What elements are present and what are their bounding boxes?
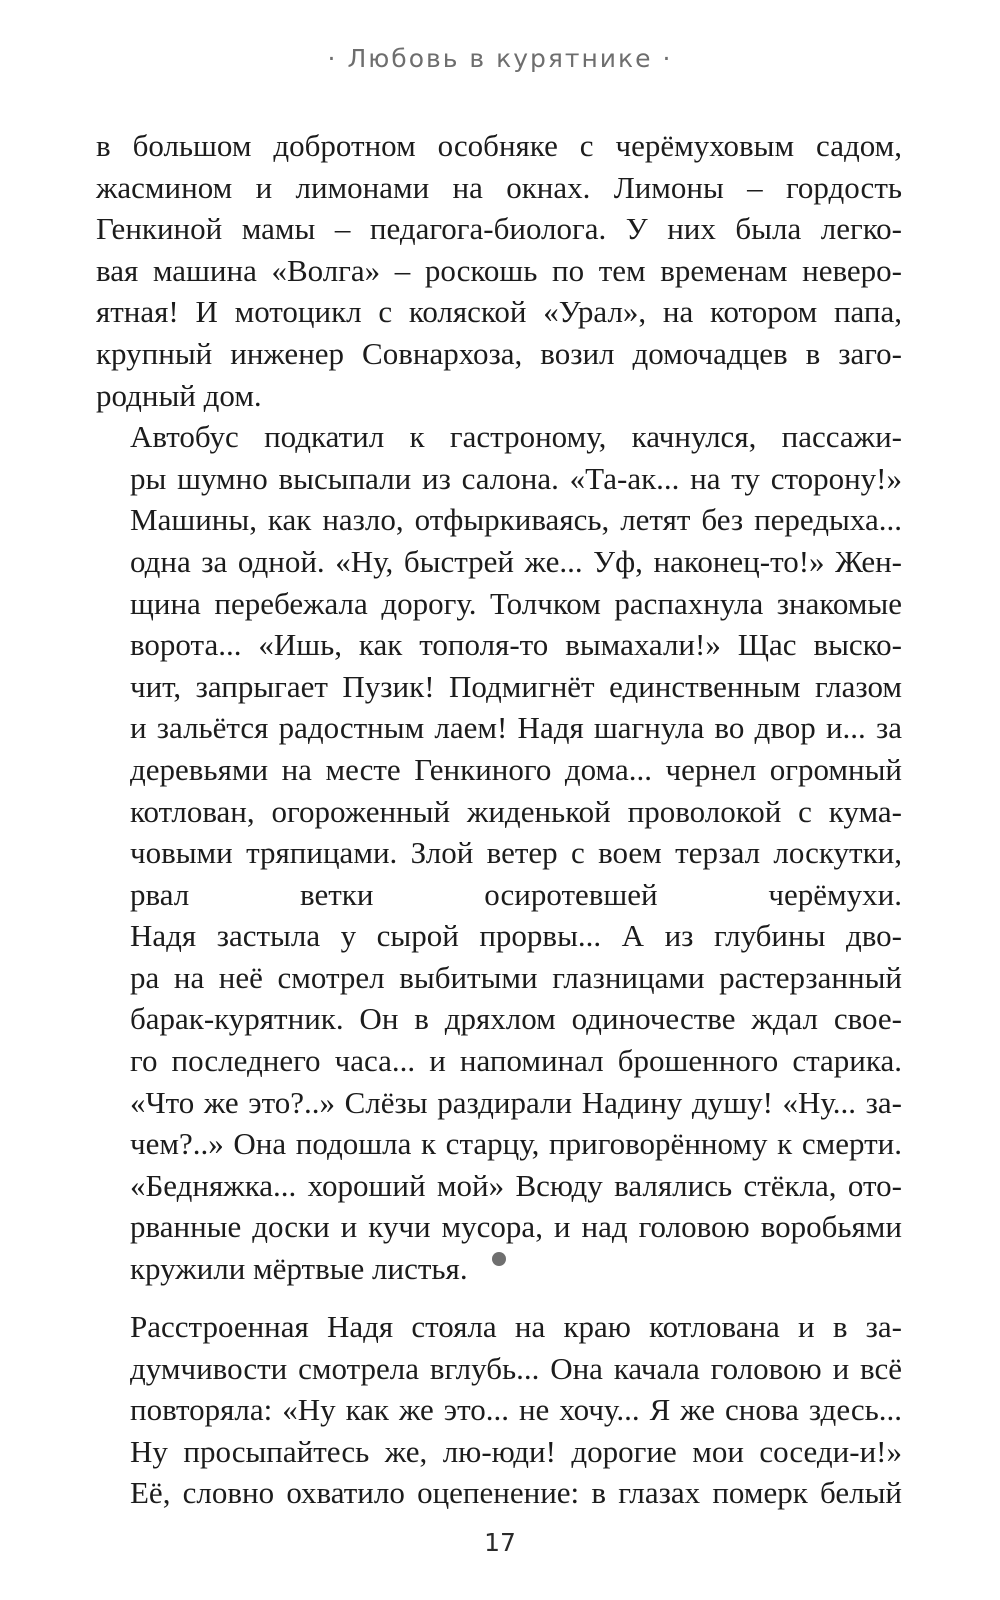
text-line: Генкиной мамы – педагога-биолога. У них была легко- [96, 211, 902, 247]
text-line: и зальётся радостным лаем! Надя шагнула во двор и... за [130, 710, 902, 746]
text-line: Автобус подкатил к гастроному, качнулся, пассажи- [130, 419, 902, 455]
text-line: барак-курятник. Он в дряхлом одиночестве ждал свое- [130, 1001, 902, 1037]
text-line: Надя застыла у сырой прорвы... А из глубины дво- [130, 918, 902, 954]
text-line: родный дом. [96, 377, 262, 413]
text-line: човыми тряпицами. Злой ветер с воем терзал лоскутки, [130, 835, 902, 871]
text-line: ра на неё смотрел выбитыми глазницами растерзанный [130, 959, 902, 995]
body-text-section-1 [96, 125, 902, 1290]
text-line: кружили мёртвые листья. [130, 1251, 468, 1287]
text-line: рванные доски и кучи мусора, и над головою воробьями [130, 1209, 902, 1245]
running-head: · Любовь в курятнике · [327, 44, 673, 73]
page-number: 17 [484, 1528, 516, 1557]
paragraph [96, 416, 902, 915]
text-line: рвал ветки осиротевшей черёмухи. [130, 876, 902, 912]
section-separator-dot [492, 1252, 506, 1266]
text-line: «Что же это?..» Слёзы раздирали Надину душу! «Ну... за- [130, 1084, 902, 1120]
text-line: думчивости смотрела вглубь... Она качала головою и всё [130, 1350, 902, 1386]
paragraph [96, 1306, 902, 1514]
text-line: деревьями на месте Генкиного дома... чернел огромный [130, 751, 902, 787]
text-line: го последнего часа... и напоминал брошенного старика. [130, 1043, 902, 1079]
text-line: Ну просыпайтесь же, лю-юди! дорогие мои соседи-и!» [130, 1433, 902, 1469]
text-line: котлован, огороженный жиденькой проволокой с кума- [130, 793, 902, 829]
text-line: вая машина «Волга» – роскошь по тем временам неверо- [96, 252, 902, 288]
body-text-section-2 [96, 1306, 902, 1514]
text-line: одна за одной. «Ну, быстрей же... Уф, наконец-то!» Жен- [130, 543, 902, 579]
paragraph [96, 915, 902, 1289]
text-line: чем?..» Она подошла к старцу, приговорённому к смерти. [130, 1126, 902, 1162]
text-line: в большом добротном особняке с черёмуховым садом, [96, 128, 902, 163]
text-line: жасмином и лимонами на окнах. Лимоны – гордость [96, 169, 902, 205]
paragraph [96, 125, 902, 416]
text-line: щина перебежала дорогу. Толчком распахнула знакомые [130, 585, 902, 621]
text-line: ятная! И мотоцикл с коляской «Урал», на котором папа, [96, 294, 902, 330]
text-line: чит, запрыгает Пузик! Подмигнёт единственным глазом [130, 668, 902, 704]
text-line: Машины, как назло, отфыркиваясь, летят без передыха... [130, 502, 902, 538]
text-line: «Бедняжка... хороший мой» Всюду валялись стёкла, ото- [130, 1167, 902, 1203]
text-line: ворота... «Ишь, как тополя-то вымахали!» Щас выско- [130, 627, 902, 663]
text-line: Расстроенная Надя стояла на краю котлована и в за- [130, 1309, 902, 1344]
text-line: ры шумно высыпали из салона. «Та-ак... на ту сторону!» [130, 460, 902, 496]
text-line: крупный инженер Совнархоза, возил домочадцев в заго- [96, 335, 902, 371]
text-line: Её, словно охватило оцепенение: в глазах померк белый [130, 1475, 902, 1511]
text-line: повторяла: «Ну как же это... не хочу... Я же снова здесь... [130, 1392, 902, 1428]
